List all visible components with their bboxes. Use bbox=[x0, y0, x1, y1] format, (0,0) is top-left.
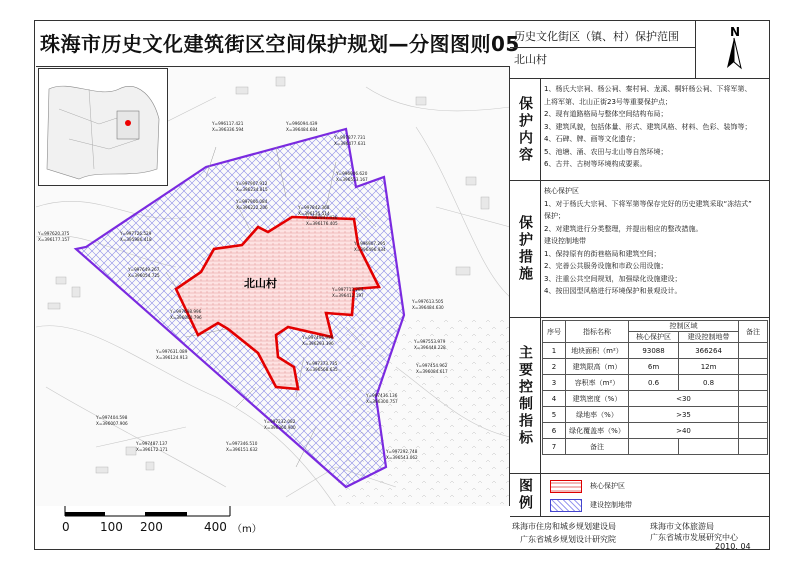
cell-name: 备注 bbox=[566, 439, 629, 455]
measure-item-2: 2、对建筑进行分类整理，并提出相应的整改措施。 bbox=[544, 224, 703, 233]
cell-core: 0.6 bbox=[629, 375, 679, 391]
protection-item-1b: 上将军第、北山正街23号等重要保护点； bbox=[544, 97, 672, 106]
coordinate-label: X=396553.167 bbox=[336, 177, 368, 182]
protection-measures-list bbox=[544, 185, 766, 298]
legend-core-swatch bbox=[550, 480, 582, 493]
cell-note bbox=[739, 439, 768, 455]
coordinate-label: X=396484.684 bbox=[286, 127, 318, 132]
measure-item-3: 1、保持原有的街巷格局和建筑空间； bbox=[544, 249, 661, 258]
control-indicators-section bbox=[510, 317, 770, 473]
cell-name: 地块面积（m²） bbox=[566, 343, 629, 359]
legend-control-swatch bbox=[550, 499, 582, 512]
measure-heading-control: 建设控制地带 bbox=[544, 237, 586, 245]
scale-bar bbox=[60, 504, 320, 534]
control-row bbox=[543, 375, 768, 391]
measure-heading-core: 核心保护区 bbox=[544, 187, 579, 195]
cell-name: 建筑密度（%） bbox=[566, 391, 629, 407]
measure-item-1b: 保护； bbox=[544, 212, 565, 220]
protection-scope-header: 历史文化街区（镇、村）保护范围 bbox=[510, 26, 695, 48]
legend-core bbox=[550, 479, 625, 493]
cell-core: 6m bbox=[629, 359, 679, 375]
protection-item-6: 6、古井、古树等环境构成要素。 bbox=[544, 160, 647, 168]
legend-section bbox=[510, 473, 770, 516]
legend-core-text: 核心保护区 bbox=[590, 482, 625, 490]
coordinate-label: Y=997877.731 bbox=[334, 135, 366, 140]
coordinate-label: X=396496.934 bbox=[354, 247, 386, 252]
coordinate-label: X=396360.900 bbox=[264, 425, 296, 430]
cell-note bbox=[739, 359, 768, 375]
credit-org-3: 广东省城乡规划设计研究院 bbox=[520, 535, 616, 544]
coordinate-label: Y=997631.089 bbox=[156, 349, 188, 354]
scale-tick-100: 100 bbox=[100, 520, 123, 534]
control-row bbox=[543, 343, 768, 359]
cell-ctrl bbox=[679, 439, 739, 455]
village-name-header: 北山村 bbox=[514, 53, 547, 66]
page-title: 珠海市历史文化建筑街区空间保护规划—分图图则05 bbox=[40, 32, 520, 56]
coordinate-label: X=396054.725 bbox=[128, 273, 160, 278]
cell-no: 1 bbox=[543, 343, 566, 359]
coordinate-label: X=396222.206 bbox=[236, 205, 268, 210]
measure-item-5: 3、注重公共空间规划，加强绿化设施建设； bbox=[544, 274, 682, 283]
coordinate-label: Y=997907.912 bbox=[236, 181, 268, 186]
scale-tick-0: 0 bbox=[62, 520, 70, 534]
protection-item-5: 5、池塘、涌、农田与北山等自然环境； bbox=[544, 147, 668, 156]
credit-org-1: 珠海市住房和城乡规划建设局 bbox=[512, 522, 616, 531]
cell-note bbox=[739, 423, 768, 439]
col-zone: 控制区域 bbox=[629, 321, 739, 332]
coordinate-label: X=396448.228 bbox=[414, 345, 446, 350]
coordinate-label: Y=997698.996 bbox=[170, 309, 202, 314]
coordinate-label: X=396124.913 bbox=[156, 355, 188, 360]
village-label: 北山村 bbox=[244, 277, 277, 290]
cell-no: 6 bbox=[543, 423, 566, 439]
coordinate-label: Y=997292.748 bbox=[386, 449, 418, 454]
north-label: N bbox=[730, 25, 741, 39]
control-indicators-label: 主要控制指标 bbox=[517, 344, 533, 447]
coordinate-label: X=396060.796 bbox=[170, 315, 202, 320]
cell-ctrl: 0.8 bbox=[679, 375, 739, 391]
coordinate-label: Y=996117.421 bbox=[212, 121, 244, 126]
locator-inset-map[interactable] bbox=[38, 68, 168, 186]
coordinate-label: Y=997553.979 bbox=[414, 339, 446, 344]
cell-no: 5 bbox=[543, 407, 566, 423]
coordinate-label: Y=997726.529 bbox=[120, 231, 152, 236]
cell-core bbox=[629, 439, 679, 455]
coordinate-label: Y=997232.082 bbox=[264, 419, 296, 424]
cell-core: >40 bbox=[629, 423, 739, 439]
coordinate-label: Y=997620.375 bbox=[38, 231, 70, 236]
legend-control-text: 建设控制地带 bbox=[590, 501, 632, 509]
cell-no: 3 bbox=[543, 375, 566, 391]
protection-item-1: 1、杨氏大宗祠、杨公祠、秦村祠、龙溪、桐轩杨公祠、下将军第、 bbox=[544, 85, 752, 93]
coordinate-label: Y=997947.436 bbox=[306, 215, 338, 220]
inset-land bbox=[47, 86, 159, 179]
protection-item-3: 3、建筑风貌，包括体量、形式、建筑风格、材料、色彩、装饰等； bbox=[544, 122, 752, 131]
inset-location-marker bbox=[125, 120, 131, 126]
north-arrow-right bbox=[734, 38, 741, 68]
col-note: 备注 bbox=[739, 321, 768, 343]
coordinate-label: X=396135.514 bbox=[298, 211, 330, 216]
coordinate-label: Y=997487.137 bbox=[136, 441, 168, 446]
coordinate-label: Y=997404.598 bbox=[96, 415, 128, 420]
legend-label: 图例 bbox=[517, 478, 533, 512]
coordinate-label: X=396234.815 bbox=[236, 187, 268, 192]
protection-item-4: 4、石碑、牌、画等文化遗存； bbox=[544, 135, 640, 143]
coordinate-label: Y=996094.439 bbox=[286, 121, 318, 126]
col-ctrl: 建设控制地带 bbox=[679, 332, 739, 343]
protection-item-2: 2、现有道路格局与整体空间结构布局； bbox=[544, 110, 668, 118]
north-arrow bbox=[695, 20, 771, 78]
col-core: 核心保护区 bbox=[629, 332, 679, 343]
cell-ctrl: 12m bbox=[679, 359, 739, 375]
scale-tick-200: 200 bbox=[140, 520, 163, 534]
cell-ctrl: 366264 bbox=[679, 343, 739, 359]
coordinate-label: X=396484.630 bbox=[412, 305, 444, 310]
credits-section bbox=[510, 516, 770, 550]
coordinate-label: X=396568.635 bbox=[306, 367, 338, 372]
protection-content-section bbox=[510, 78, 770, 180]
measure-item-4: 2、完善公共服务设施和市政公用设施； bbox=[544, 262, 668, 270]
coordinate-label: X=396543.062 bbox=[386, 455, 418, 460]
coordinate-label: X=396477.631 bbox=[334, 141, 366, 146]
coordinate-label: X=396300.757 bbox=[366, 399, 398, 404]
coordinate-label: Y=997496.996 bbox=[302, 335, 334, 340]
coordinate-label: Y=997906.084 bbox=[236, 199, 268, 204]
cell-no: 2 bbox=[543, 359, 566, 375]
coordinate-label: X=396412.197 bbox=[332, 293, 364, 298]
control-row bbox=[543, 439, 768, 455]
coordinate-label: X=396176.405 bbox=[306, 221, 338, 226]
cell-core: 93088 bbox=[629, 343, 679, 359]
control-row bbox=[543, 407, 768, 423]
coordinate-label: X=396336.594 bbox=[212, 127, 244, 132]
control-row bbox=[543, 423, 768, 439]
measure-item-6: 4、按田园型风格进行环境保护和景观设计。 bbox=[544, 287, 682, 295]
cell-note bbox=[739, 391, 768, 407]
col-name: 指标名称 bbox=[566, 321, 629, 343]
control-indicators-table bbox=[542, 320, 768, 455]
credit-org-2: 珠海市文体旅游局 bbox=[650, 522, 714, 531]
coordinate-label: Y=996907.295 bbox=[354, 241, 386, 246]
measure-item-1: 1、对于杨氏大宗祠、下将军第等保存完好的历史建筑采取“冻结式” bbox=[544, 199, 752, 208]
coordinate-label: Y=997346.510 bbox=[226, 441, 258, 446]
control-row bbox=[543, 391, 768, 407]
cell-no: 4 bbox=[543, 391, 566, 407]
control-row bbox=[543, 359, 768, 375]
coordinate-label: Y=997842.368 bbox=[298, 205, 330, 210]
cell-name: 建筑限高（m） bbox=[566, 359, 629, 375]
coordinate-label: X=396177.157 bbox=[38, 237, 70, 242]
coordinate-label: Y=997613.505 bbox=[412, 299, 444, 304]
cell-note bbox=[739, 343, 768, 359]
col-no: 序号 bbox=[543, 321, 566, 343]
cell-no: 7 bbox=[543, 439, 566, 455]
coordinate-label: X=396293.396 bbox=[302, 341, 334, 346]
cell-note bbox=[739, 407, 768, 423]
coordinate-label: X=396151.632 bbox=[226, 447, 258, 452]
coordinate-label: Y=997454.962 bbox=[416, 363, 448, 368]
credit-date: 2010. 04 bbox=[715, 542, 751, 551]
scale-tick-400: 400 bbox=[204, 520, 227, 534]
legend-control bbox=[550, 498, 632, 512]
cell-name: 容积率（m²） bbox=[566, 375, 629, 391]
credit-org-4: 广东省城市发展研究中心 bbox=[650, 533, 738, 542]
coordinate-label: Y=997649.267 bbox=[128, 267, 160, 272]
protection-content-list bbox=[544, 83, 766, 171]
coordinate-label: Y=997373.735 bbox=[306, 361, 338, 366]
coordinate-label: X=396007.906 bbox=[96, 421, 128, 426]
coordinate-label: Y=997436.136 bbox=[366, 393, 398, 398]
cell-name: 绿化覆盖率（%） bbox=[566, 423, 629, 439]
protection-measures-section bbox=[510, 180, 770, 317]
coordinate-label: X=396084.617 bbox=[416, 369, 448, 374]
north-arrow-left bbox=[727, 38, 734, 68]
coordinate-label: Y=997713.284 bbox=[332, 287, 364, 292]
scale-unit: （m） bbox=[232, 524, 262, 535]
protection-content-label: 保护内容 bbox=[517, 95, 533, 164]
cell-name: 绿地率（%） bbox=[566, 407, 629, 423]
cell-core: >35 bbox=[629, 407, 739, 423]
protection-measures-label: 保护措施 bbox=[517, 215, 533, 283]
coordinate-label: X=395986.418 bbox=[120, 237, 152, 242]
coordinate-label: Y=996906.620 bbox=[336, 171, 368, 176]
coordinate-label: X=396172.171 bbox=[136, 447, 168, 452]
side-panel bbox=[510, 20, 770, 550]
cell-note bbox=[739, 375, 768, 391]
cell-core: <30 bbox=[629, 391, 739, 407]
